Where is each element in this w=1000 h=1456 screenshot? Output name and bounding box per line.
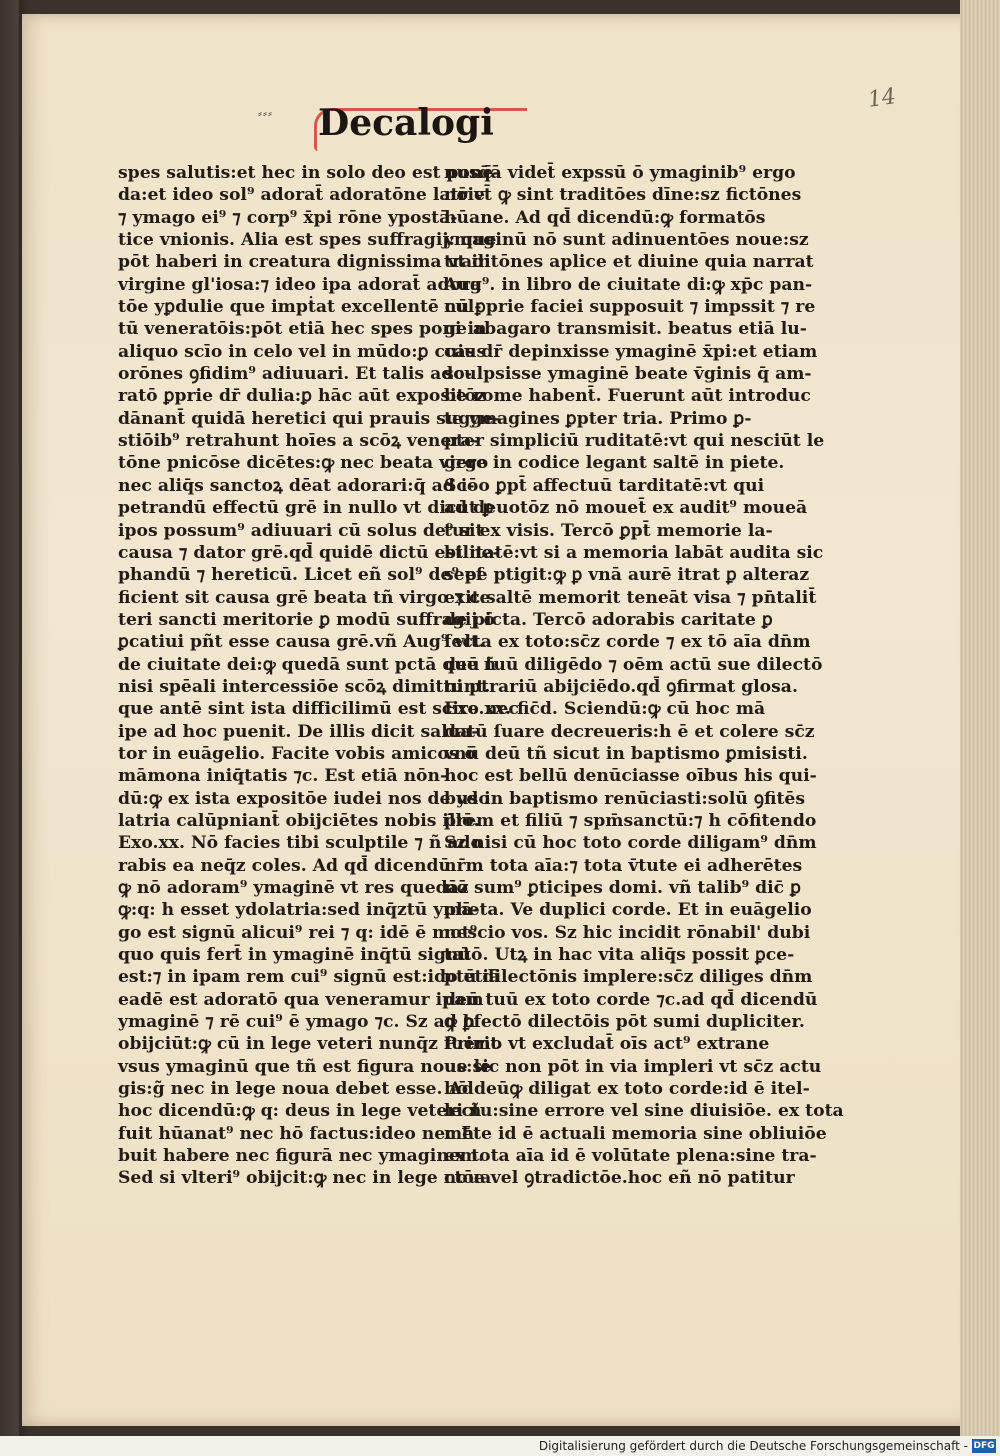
text-line: hoc est bellū denūciasse oībus his qui- (444, 766, 817, 787)
text-line: rabis ea neq̄z coles. Ad qd̄ dicendū (118, 855, 451, 876)
text-line: ipe ad hoc puenit. De illis dicit salua- (118, 721, 479, 742)
text-line: ipos possum⁹ adiuuari cū solus de⁹ sit (118, 520, 484, 541)
running-head (318, 102, 538, 148)
text-line: fuit hūanat⁹ nec hō factus:ideo nec ħ (118, 1123, 475, 1144)
text-line: obijciūt:ꝙ cū in lege veteri nunq̄z fuerit (118, 1034, 499, 1055)
text-line: Sz nisi cū hoc toto corde diligam⁹ dn̄m (444, 833, 817, 854)
text-line: gere in codice legant saltē in piete. (444, 453, 785, 474)
footer-text: Digitalisierung gefördert durch die Deutsche Forschungsgemeinschaft - (538, 1439, 968, 1453)
text-line: Primo vt excludat̄ oīs act⁹ extrane (444, 1034, 770, 1055)
text-line: Exo.xx. Nō facies tibi sculptile ⁊ ñ ado (118, 833, 482, 854)
text-line: p̄rem et filiū ⁊ spm̄sanctū:⁊ h cōfitendo (444, 810, 817, 831)
text-line: sepe ptigit:ꝙ ꝑ vnā aurē itrat ꝑ alteraz (444, 565, 810, 586)
text-line: ptū dilectōnis implere:sc̄z diliges dn̄m (444, 967, 813, 988)
text-line: da:et ideo sol⁹ adorat̄ adoratōne latrie (118, 185, 485, 206)
text-line: tatō. Utꝝ in hac vita aliq̄s possit ꝑce- (444, 945, 795, 966)
text-line: de ciuitate dei:ꝙ quedā sunt pctā que ñ (118, 654, 497, 675)
text-line: ymaginē ⁊ rē cui⁹ ē ymago ⁊c. Sz ad h (118, 1012, 476, 1033)
text-line: datū ſuare decreueris:h ē et colere sc̄z (444, 721, 815, 742)
text-line: dū:ꝙ ex ista expositōe iudei nos de ydo (118, 788, 490, 809)
text-line: ni ptrariū abijciēdo.qd̄ ꝯfirmat glosa. (444, 676, 798, 697)
text-line: nescio vos. Sz hic incidit rōnabil' dubi (444, 922, 811, 943)
text-line: ꝙ ꝑfectō dilectōis pōt sumi dupliciter. (444, 1012, 805, 1033)
text-line: pōt haberi in creatura dignissima vt in (118, 252, 491, 273)
text-line: mēte id ē actuali memoria sine obliuiōe (444, 1123, 827, 1144)
text-line: deū tuū diligēdo ⁊ oēm actū sue dilectō (444, 654, 823, 675)
text-line: ficient sit causa grē beata tñ virgo ⁊ ce (118, 587, 491, 608)
text-line: be rome habent̄. Fuerunt aūt introduc (444, 386, 811, 407)
text-line: ctōe vel ꝯtradictōe.hoc eñ nō patitur (444, 1168, 795, 1189)
text-line: hoc dicendū:ꝙ q: deus in lege veteri ñ (118, 1101, 482, 1122)
text-line: ꝑcatiui pñt esse causa grē.vñ Aug⁹ vlt. (118, 632, 485, 653)
text-line: nisi spēali intercessiōe scōꝝ dimittunt. (118, 676, 491, 697)
text-line: nō sum⁹ ꝑticipes domi. vñ talib⁹ dic̄ ꝑ (444, 878, 802, 898)
text-line: gis:g̃ nec in lege noua debet esse. Ad (118, 1079, 474, 1100)
text-line: de picta. Tercō adorabis caritate ꝑ (444, 609, 773, 630)
text-line: bus in baptismo renūciasti:solū ꝯfitēs (444, 788, 806, 809)
text-line: buit habere nec figurā nec ymaginem. (118, 1146, 484, 1167)
text-line: stiōib⁹ retrahunt hoīes a scōꝝ venera- (118, 431, 479, 452)
heading-text: Decalogi (318, 102, 494, 144)
text-line: lectu:sine errore vel sine diuisiōe. ex tota (444, 1101, 844, 1122)
text-line: nusq̄ā videt̄ expssū ō ymaginib⁹ ergo (444, 163, 796, 183)
text-line: tōne pnicōse dicētes:ꝙ nec beata virgo (118, 453, 489, 474)
text-line: Scōo ꝑpt̄ affectuū tarditatē:vt qui (444, 475, 765, 496)
text-line: ⁊ ymago ei⁹ ⁊ corp⁹ x̄pi rōne ypostā- (118, 207, 458, 228)
text-line: pter simpliciū ruditatē:vt qui nesciūt le (444, 431, 825, 452)
text-line: go est signū alicui⁹ rei ⁊ q: idē ē mot⁹ (118, 922, 478, 943)
text-line: latria calūpniant̄ obijciētes nobis illō. (118, 810, 480, 831)
text-line: pheta. Ve duplici corde. Et in euāgelio (444, 900, 812, 921)
text-line: aliquo scīo in celo vel in mūdo:ꝑ cuius (118, 341, 487, 362)
text-line: vsus ymaginū que tñ est figura noue le (118, 1056, 492, 1077)
text-line: ex tota aīa id ē volūtate plena:sine tra- (444, 1146, 817, 1167)
printer-mark: ⸗⸗⸗ (258, 106, 273, 120)
text-line: exit:saltē memorit teneāt visa ⁊ pn̄talit̄ (444, 587, 817, 608)
text-line: tū veneratōis:pōt etiā hec spes poni in (118, 319, 487, 340)
text-line: petrandū effectū grē in nullo vt dicūt ꝑ (118, 498, 494, 519)
text-line: virgine gl'iosa:⁊ ideo ipa adorat̄ adora (118, 274, 482, 295)
footer-bar (0, 1436, 1000, 1456)
dfg-logo: DFG (973, 1441, 995, 1451)
folio-number: 14 (866, 84, 898, 113)
text-line: ꝙ nō adoram⁹ ymaginē vt res quedāz (118, 878, 469, 898)
text-line: nr̄m tota aīa:⁊ tota v̄tute ei adherētes (444, 855, 803, 876)
text-line: hō deūꝙ diligat ex toto corde:id ē itel- (444, 1079, 810, 1100)
text-line: phandū ⁊ hereticū. Licet eñ sol⁹ de⁹ ef (118, 565, 484, 586)
text-line: que antē sint ista difficilimū est scire nec (118, 699, 519, 720)
left-text-column (118, 162, 519, 1190)
text-line: quo quis fert̄ in ymaginē inq̄tū signū (118, 945, 471, 966)
text-line: causa ⁊ dator grē.qd̄ quidē dictū est ne- (118, 542, 500, 563)
text-line: nū ꝑprie faciei supposuit ⁊ impssit ⁊ re (444, 297, 816, 318)
text-line: ratō ꝑprie dr̄ dulia:ꝑ hāc aūt expositōz (118, 386, 486, 407)
text-line: teri sancti meritorie ꝑ modū suffragij ō (118, 609, 496, 630)
text-line: sculpsisse ymaginē beate v̄ginis q̄ am- (444, 364, 812, 385)
right-text-column (444, 162, 844, 1190)
text-line: traditōnes aplice et diuine quia narrat (444, 252, 814, 273)
text-line: Aug⁹. in libro de ciuitate di:ꝙ xp̄c pan- (444, 274, 813, 295)
text-line: us:sic non pōt in via impleri vt sc̄z actu (444, 1056, 822, 1077)
text-line: ꝙ:q: h esset ydolatria:sed inq̄ztū ymā- (118, 900, 480, 921)
text-line: ge abagaro transmisit. beatus etiā lu- (444, 319, 807, 340)
page-edges (960, 0, 1000, 1456)
text-line: ymaginū nō sunt adinuentōes noue:sz (444, 230, 809, 251)
text-line: te ymagines ꝑpter tria. Primo ꝑ- (444, 408, 752, 429)
text-line: fecta ex toto:sc̄z corde ⁊ ex tō aīa dn̄m (444, 632, 811, 653)
text-line: Exo.xx. fic̄d. Sciendū:ꝙ cū hoc mā (444, 699, 766, 720)
text-line: cas dr̄ depinxisse ymaginē x̄pi:et etiam (444, 341, 818, 362)
text-line: dānant̄ quidā heretici qui prauis sugge- (118, 408, 501, 429)
text-line: spes salutis:et hec in solo deo est ponē- (118, 163, 501, 183)
text-line: bilitatē:vt si a memoria labāt audita sic (444, 542, 824, 563)
text-line: nec aliq̄s sanctoꝝ dēat adorari:q̄ ad i- (118, 475, 475, 496)
text-line: orōnes ꝯfidim⁹ adiuuari. Et talis ado- (118, 364, 472, 385)
text-line: ad deuotōz nō mouet̄ ex audit⁹ moueā (444, 498, 808, 519)
text-line: Sed si vlteri⁹ obijcit:ꝙ nec in lege noua (118, 1168, 492, 1189)
text-line: est:⁊ in ipam rem cui⁹ signū est:ido etiā (118, 967, 501, 988)
text-line: tur ex visis. Tercō ꝑpt̄ memorie la- (444, 520, 773, 541)
text-line: eadē est adoratō qua veneramur ipam (118, 989, 484, 1010)
text-line: hūane. Ad qd̄ dicendū:ꝙ formatōs (444, 207, 766, 228)
text-line: māmona iniq̄tatis ⁊c. Est etiā nōn- (118, 766, 448, 787)
text-line: tor in euāgelio. Facite vobis amicos ō (118, 743, 476, 764)
text-line: nō vt̄ ꝙ sint traditōes dīne:sz fictōnes (444, 185, 802, 206)
text-line: deū tuū ex toto corde ⁊c.ad qd̄ dicendū (444, 989, 818, 1010)
text-line: tice vnionis. Alia est spes suffragij: que (118, 230, 497, 251)
text-line: vnū deū tñ sicut in baptismo ꝑmisisti. (444, 743, 808, 764)
text-line: tōe yꝑdulie que impṫat excellentē cul- (118, 297, 482, 318)
